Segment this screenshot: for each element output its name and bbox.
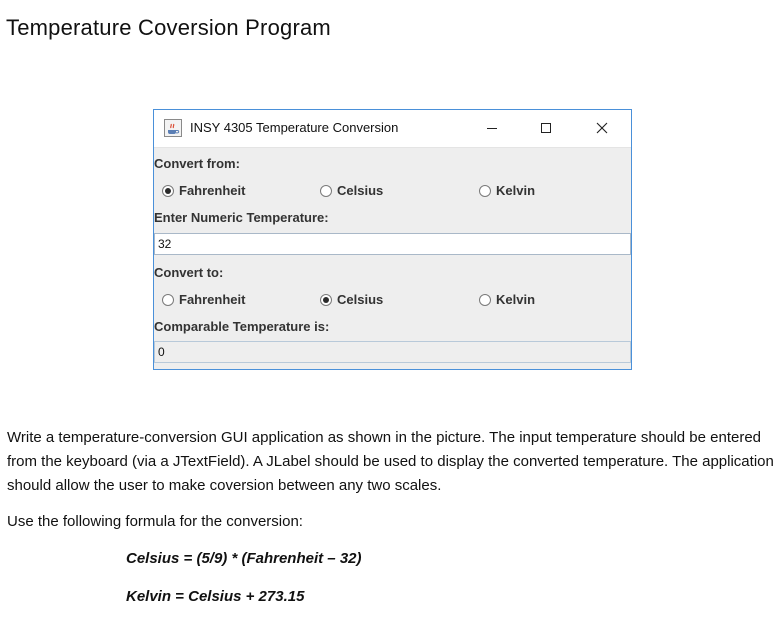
minimize-icon (486, 122, 498, 134)
radio-label: Celsius (337, 183, 384, 198)
radio-label: Fahrenheit (179, 292, 246, 307)
radio-indicator[interactable] (479, 294, 491, 306)
radio-indicator[interactable] (320, 185, 332, 197)
formula-intro: Use the following formula for the conversion: (7, 513, 303, 530)
window-titlebar[interactable] (154, 110, 631, 148)
convert-from-label: Convert from: (154, 156, 240, 171)
instruction-paragraph: Write a temperature-conversion GUI application as shown in the picture. The input temperature should be entered from the keyboard (via a JTextField). A JLabel should be used to display the converted temperature. The application should allow the user to make coversion between any two scales. (7, 429, 774, 494)
maximize-icon (540, 122, 552, 134)
temperature-input[interactable] (154, 233, 631, 255)
convert-to-label: Convert to: (154, 265, 224, 280)
enter-temperature-label: Enter Numeric Temperature: (154, 210, 329, 225)
radio-label: Celsius (337, 292, 384, 307)
window-title: INSY 4305 Temperature Conversion (190, 120, 399, 135)
radio-indicator[interactable] (162, 185, 174, 197)
result-value: 0 (154, 341, 631, 363)
close-icon (596, 122, 608, 134)
radio-indicator[interactable] (320, 294, 332, 306)
radio-label: Kelvin (496, 292, 536, 307)
minimize-button[interactable] (472, 114, 512, 142)
result-label: Comparable Temperature is: (154, 319, 330, 334)
maximize-button[interactable] (526, 114, 566, 142)
formula-kelvin: Kelvin = Celsius + 273.15 (126, 588, 305, 605)
radio-indicator[interactable] (479, 185, 491, 197)
to-celsius-radio[interactable] (320, 292, 383, 307)
from-kelvin-radio[interactable] (479, 183, 535, 198)
radio-label: Kelvin (496, 183, 536, 198)
app-window (153, 109, 632, 370)
from-fahrenheit-radio[interactable] (162, 183, 245, 198)
java-cup-icon (164, 119, 182, 137)
radio-label: Fahrenheit (179, 183, 246, 198)
from-celsius-radio[interactable] (320, 183, 383, 198)
page-title: Temperature Coversion Program (6, 15, 331, 40)
close-button[interactable] (582, 114, 622, 142)
to-kelvin-radio[interactable] (479, 292, 535, 307)
to-fahrenheit-radio[interactable] (162, 292, 245, 307)
formula-celsius: Celsius = (5/9) * (Fahrenheit – 32) (126, 550, 362, 567)
radio-indicator[interactable] (162, 294, 174, 306)
conversion-panel (154, 148, 631, 370)
